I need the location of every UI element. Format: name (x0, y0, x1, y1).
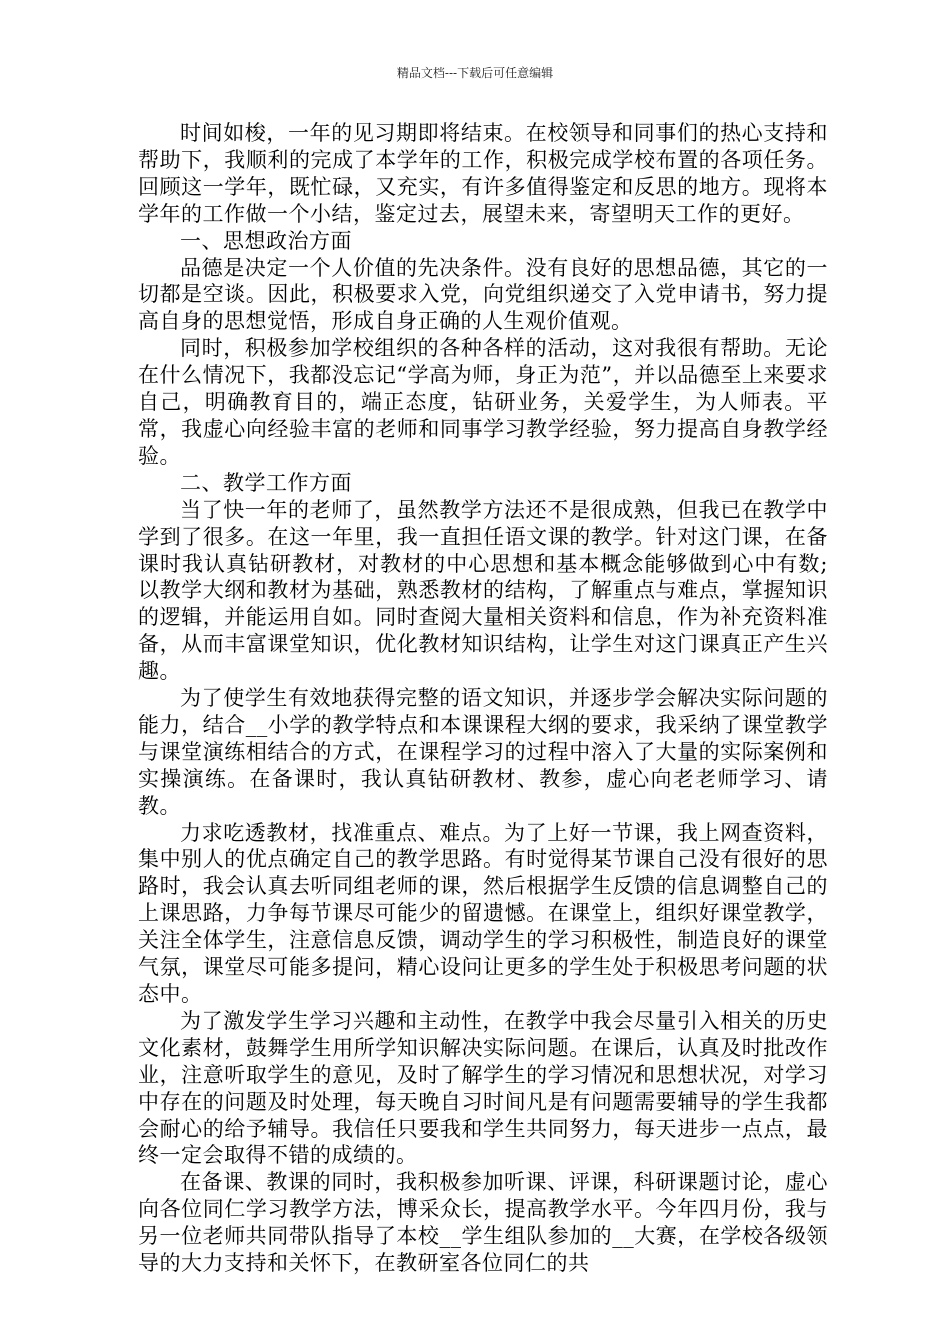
teaching-paragraph-5: 在备课、教课的同时，我积极参加听课、评课，科研课题讨论，虚心向各位同仁学习教学方法，博采众长，提高教学水平。今年四月份，我与另一位老师共同带队指导了本校__学生组队参加的__大赛，在学校各级领导的大力支持和关怀下，在教研室各位同仁的共 (138, 1170, 828, 1276)
teaching-paragraph-2: 为了使学生有效地获得完整的语文知识，并逐步学会解决实际问题的能力，结合__小学的教学特点和本课课程大纲的要求，我采纳了课堂教学与课堂演练相结合的方式，在课程学习的过程中溶入了大量的实际案例和实操演练。在备课时，我认真钻研教材、教参，虚心向老老师学习、请教。 (138, 686, 828, 818)
teaching-paragraph-1: 当了快一年的老师了，虽然教学方法还不是很成熟，但我已在教学中学到了很多。在这一年里，我一直担任语文课的教学。针对这门课，在备课时我认真钻研教材，对教材的中心思想和基本概念能够做到心中有数;以教学大纲和教材为基础，熟悉教材的结构，了解重点与难点，掌握知识的逻辑，并能运用自如。同时查阅大量相关资料和信息，作为补充资料准备，从而丰富课堂知识，优化教材知识结构，让学生对这门课真正产生兴趣。 (138, 497, 828, 684)
section-heading-politics: 一、思想政治方面 (180, 228, 352, 253)
teaching-paragraph-4: 为了激发学生学习兴趣和主动性，在教学中我会尽量引入相关的历史文化素材，鼓舞学生用所学知识解决实际问题。在课后，认真及时批改作业，注意听取学生的意见，及时了解学生的学习情况和思想状况，对学习中存在的问题及时处理，每天晚自习时间凡是有问题需要辅导的学生我都会耐心的给予辅导。我信任只要我和学生共同努力，每天进步一点点，最终一定会取得不错的成绩的。 (138, 1008, 828, 1168)
page-header: 精品文档---下载后可任意编辑 (396, 66, 554, 80)
politics-paragraph-1: 品德是决定一个人价值的先决条件。没有良好的思想品德，其它的一切都是空谈。因此，积极要求入党，向党组织递交了入党申请书，努力提高自身的思想觉悟，形成自身正确的人生观价值观。 (138, 255, 828, 334)
section-heading-teaching: 二、教学工作方面 (180, 470, 352, 495)
politics-paragraph-2: 同时，积极参加学校组织的各种各样的活动，这对我很有帮助。无论在什么情况下，我都没忘记“学高为师，身正为范”，并以品德至上来要求自己，明确教育目的，端正态度，钻研业务，关爱学生，为人师表。平常，我虚心向经验丰富的老师和同事学习教学经验，努力提高自身教学经验。 (138, 336, 828, 468)
teaching-paragraph-3: 力求吃透教材，找准重点、难点。为了上好一节课，我上网查资料，集中别人的优点确定自己的教学思路。有时觉得某节课自己没有很好的思路时，我会认真去听同组老师的课，然后根据学生反馈的信息调整自己的上课思路，力争每节课尽可能少的留遗憾。在课堂上，组织好课堂教学，关注全体学生，注意信息反馈，调动学生的学习积极性，制造良好的课堂气氛，课堂尽可能多提问，精心设问让更多的学生处于积极思考问题的状态中。 (138, 820, 828, 1006)
intro-paragraph: 时间如梭，一年的见习期即将结束。在校领导和同事们的热心支持和帮助下，我顺利的完成了本学年的工作，积极完成学校布置的各项任务。回顾这一学年，既忙碌，又充实，有许多值得鉴定和反思的地方。现将本学年的工作做一个小结，鉴定过去，展望未来，寄望明天工作的更好。 (138, 121, 828, 226)
document-body (138, 120, 828, 1277)
